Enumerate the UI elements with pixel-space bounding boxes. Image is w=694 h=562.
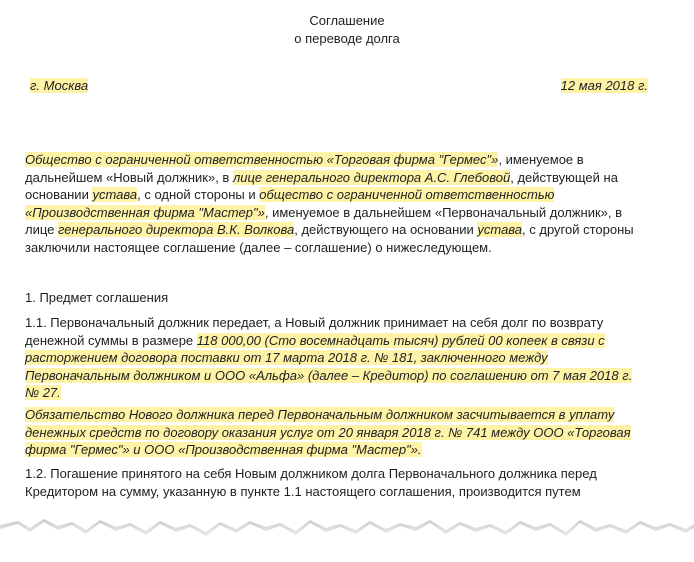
section-heading: 1. Предмет соглашения xyxy=(25,290,169,305)
new-debtor-representative: лице генерального директора А.С. Глебовой xyxy=(232,169,511,185)
new-debtor-name: Общество с ограниченной ответственностью «Торговая фирма "Гермес"» xyxy=(25,152,499,167)
preamble-paragraph: Общество с ограниченной ответственностью «Торговая фирма "Гермес"», именуемое в дальнейшем «Новый должник», в лице генерального директора А.С. Глебовой, действующей на основании устава, с одной стороны и общество с ограниченной ответственностью «Производственная фирма "Мастер"», именуемое в дальнейшем «Первоначальный должник», в лице генерального директора В.К. Волкова, действующего на основании устава, с другой стороны заключили настоящее соглашение (далее – соглашение) о нижеследующем. xyxy=(25,152,634,255)
date-field: 12 мая 2018 г. xyxy=(560,78,648,93)
original-debtor-name: общество с ограниченной ответственностью «Производственная фирма "Мастер"» xyxy=(25,187,555,220)
new-debtor-basis: устава xyxy=(92,187,138,203)
debt-amount-details: 118 000,00 (Сто восемнадцать тысяч) рублей 00 копеек в связи с расторжением договора поставки от 17 марта 2018 г. № 181, заключенного между Первоначальным должником и ООО «Альфа» (далее – Кредитор) по соглашению от 7 мая 2018 г. № 27. xyxy=(25,332,633,401)
obligation-paragraph: Обязательство Нового должника перед Первоначальным должником засчитывается в уплату денежных средств по договору оказания услуг от 20 января 2018 г. № 741 между ООО «Торговая фирма "Гермес"» и ООО «Производственная фирма "Мастер"». xyxy=(25,407,631,458)
original-debtor-basis: устава xyxy=(477,222,523,238)
clause-1-2: 1.2. Погашение принятого на себя Новым должником долга Первоначального должника перед Кредитором на сумму, указанную в пункте 1.1 настоящего соглашения, производится путем xyxy=(25,466,597,499)
city-field: г. Москва xyxy=(30,78,89,93)
clause-1-1: 1.1. Первоначальный должник передает, а Новый должник принимает на себя долг по возврату денежной суммы в размере 118 000,00 (Сто восемнадцать тысяч) рублей 00 копеек в связи с расторжением договора поставки от 17 марта 2018 г. № 181, заключенного между Первоначальным должником и ООО «Альфа» (далее – Кредитор) по соглашению от 7 мая 2018 г. № 27. xyxy=(25,315,633,401)
document-title: Соглашение xyxy=(309,13,385,28)
torn-edge xyxy=(0,505,694,562)
original-debtor-representative: генерального директора В.К. Волкова xyxy=(58,222,295,238)
document-subtitle: о переводе долга xyxy=(294,31,400,46)
